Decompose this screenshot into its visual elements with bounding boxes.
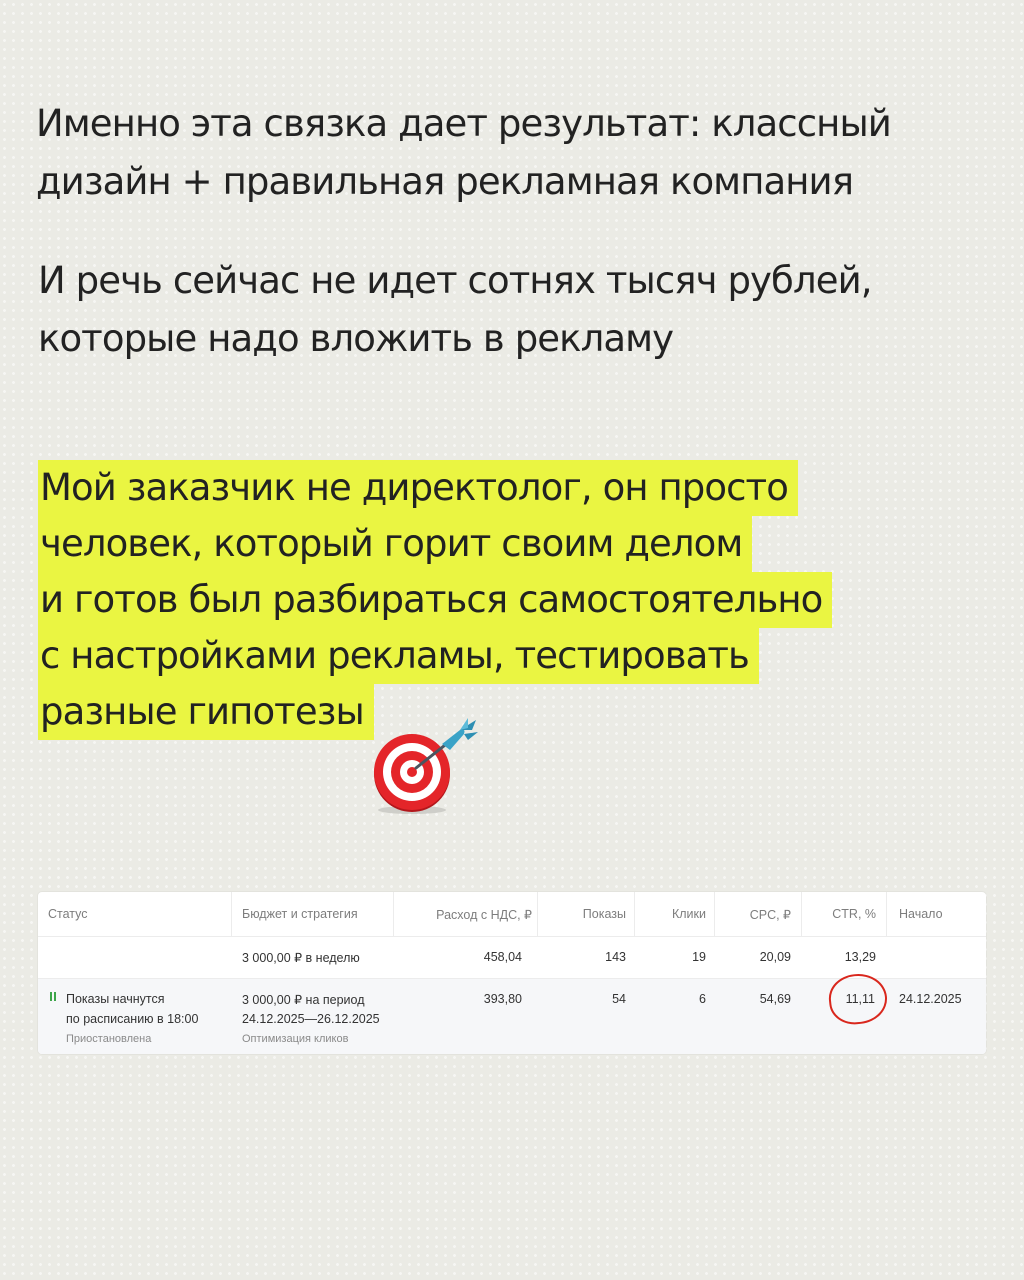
header-budget[interactable]: Бюджет и стратегия: [242, 907, 358, 921]
campaign-budget-period: 24.12.2025—26.12.2025: [242, 1012, 380, 1026]
budget-line-2: которые надо вложить в рекламу: [38, 317, 674, 360]
campaign-budget-line-1: 3 000,00 ₽ на период: [242, 993, 365, 1007]
header-cpc[interactable]: CPC, ₽: [749, 908, 791, 922]
summary-budget: 3 000,00 ₽ в неделю: [242, 951, 360, 965]
header-status[interactable]: Статус: [48, 907, 88, 921]
direct-hit-target-icon: [368, 716, 486, 816]
campaign-start-date: 24.12.2025: [899, 992, 962, 1006]
intro-line-2: дизайн + правильная рекламная компания: [36, 160, 854, 203]
campaign-stats-table: [38, 892, 986, 1054]
summary-spend: 458,04: [483, 950, 522, 964]
highlight-line-3: и готов был разбираться самостоятельно: [38, 572, 832, 628]
budget-paragraph: [38, 252, 872, 368]
highlight-line-1: Мой заказчик не директолог, он просто: [38, 460, 798, 516]
intro-paragraph: [36, 95, 891, 211]
summary-ctr: 13,29: [844, 950, 876, 964]
header-start[interactable]: Начало: [899, 907, 943, 921]
summary-impressions: 143: [605, 950, 626, 964]
campaign-status-line-2: по расписанию в 18:00: [66, 1012, 199, 1026]
campaign-ctr: 11,11: [845, 992, 875, 1006]
campaign-state: Приостановлена: [66, 1033, 152, 1045]
pause-status-icon: [50, 992, 57, 1001]
campaign-status-line-1: Показы начнутся: [66, 992, 165, 1006]
highlighted-paragraph: [38, 460, 832, 740]
intro-line-1: Именно эта связка дает результат: классный: [36, 102, 891, 145]
campaign-clicks: 6: [699, 992, 706, 1006]
campaign-impressions: 54: [612, 992, 626, 1006]
header-ctr[interactable]: CTR, %: [832, 907, 876, 921]
summary-clicks: 19: [692, 950, 706, 964]
campaign-spend: 393,80: [483, 992, 522, 1006]
header-clicks[interactable]: Клики: [671, 907, 706, 921]
highlight-line-4: с настройками рекламы, тестировать: [38, 628, 759, 684]
header-impressions[interactable]: Показы: [582, 907, 626, 921]
budget-line-1: И речь сейчас не идет сотнях тысяч рублей,: [38, 259, 872, 302]
campaign-strategy: Оптимизация кликов: [242, 1033, 349, 1045]
campaign-cpc: 54,69: [759, 992, 791, 1006]
summary-cpc: 20,09: [759, 950, 791, 964]
highlight-line-2: человек, который горит своим делом: [38, 516, 752, 572]
header-spend[interactable]: Расход с НДС, ₽: [436, 908, 532, 922]
highlight-line-5: разные гипотезы: [38, 684, 374, 740]
